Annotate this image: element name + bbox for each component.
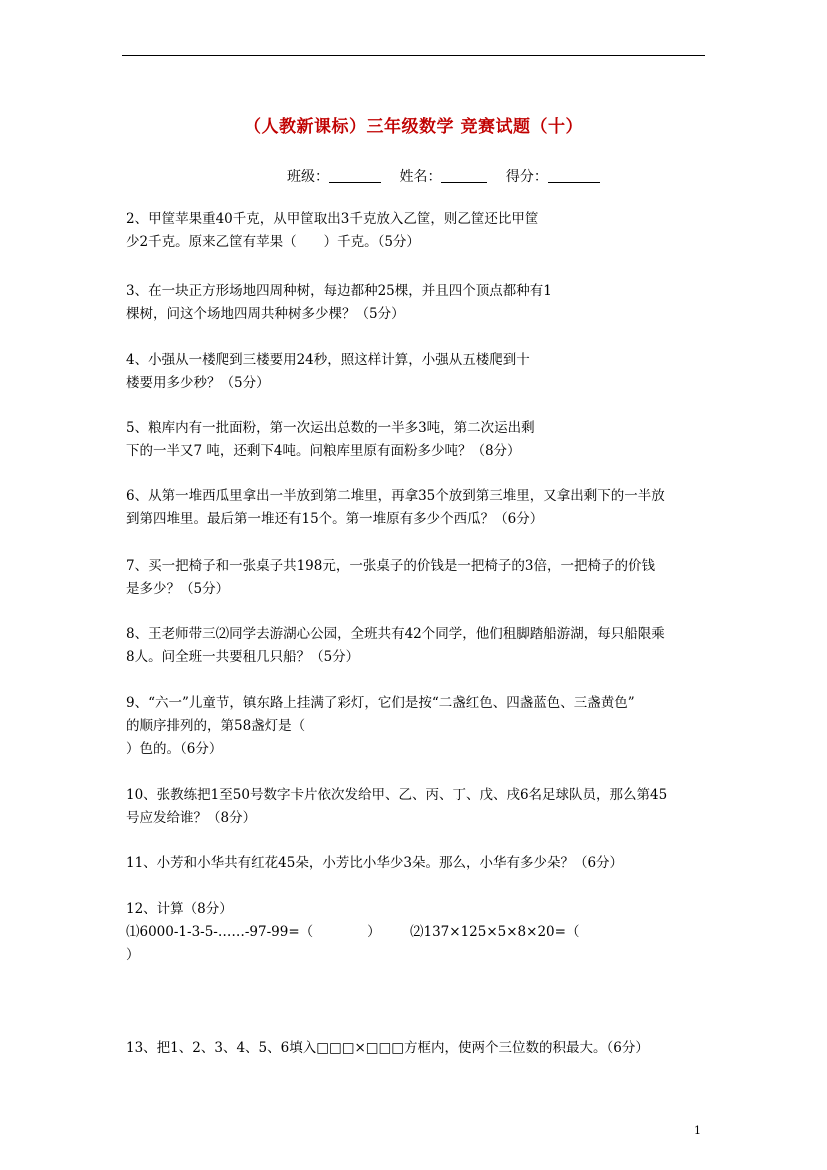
question-line: 5、粮库内有一批面粉，第一次运出总数的一半多3吨，第二次运出剩 bbox=[126, 420, 535, 436]
question-10 bbox=[126, 784, 716, 830]
class-label: 班级： bbox=[287, 169, 329, 185]
question-line: 13、把1、2、3、4、5、6填入□□□×□□□方框内，使两个三位数的积最大。（6分） bbox=[126, 1040, 649, 1056]
student-info-line bbox=[287, 166, 600, 186]
question-11 bbox=[126, 852, 716, 875]
question-12 bbox=[126, 898, 716, 967]
calc-row bbox=[126, 921, 716, 944]
question-5 bbox=[126, 417, 716, 463]
question-line: 少2千克。原来乙筐有苹果（ ）千克。（5分） bbox=[126, 234, 420, 250]
question-3 bbox=[126, 280, 716, 326]
question-line: 到第四堆里。最后第一堆还有15个。第一堆原有多少个西瓜？（6分） bbox=[126, 511, 544, 527]
question-8 bbox=[126, 623, 716, 669]
question-line: 2、甲筐苹果重40千克，从甲筐取出3千克放入乙筐，则乙筐还比甲筐 bbox=[126, 211, 539, 227]
class-blank[interactable] bbox=[329, 168, 381, 183]
question-line: 号应发给谁？（8分） bbox=[126, 810, 257, 826]
question-4 bbox=[126, 349, 716, 395]
question-heading: 12、计算（8分） bbox=[126, 901, 233, 917]
question-9 bbox=[126, 692, 716, 761]
page-title: （人教新课标）三年级数学 竞赛试题（十） bbox=[244, 117, 583, 137]
question-line: 的顺序排列的，第58盏灯是（ bbox=[126, 718, 306, 734]
question-line: 下的一半又7 吨，还剩下4吨。问粮库里原有面粉多少吨？（8分） bbox=[126, 443, 521, 459]
question-line: 3、在一块正方形场地四周种树，每边都种25棵，并且四个顶点都种有1 bbox=[126, 283, 552, 299]
name-blank[interactable] bbox=[441, 168, 487, 183]
question-line: 4、小强从一楼爬到三楼要用24秒，照这样计算，小强从五楼爬到十 bbox=[126, 352, 530, 368]
question-line: ）色的。（6分） bbox=[126, 741, 223, 757]
question-line: 6、从第一堆西瓜里拿出一半放到第二堆里，再拿35个放到第三堆里，又拿出剩下的一半放 bbox=[126, 488, 665, 504]
question-line: 11、小芳和小华共有红花45朵，小芳比小华少3朵。那么，小华有多少朵？（6分） bbox=[126, 855, 624, 871]
question-line: 是多少？（5分） bbox=[126, 581, 230, 597]
name-label: 姓名： bbox=[399, 169, 442, 185]
question-13 bbox=[126, 1037, 716, 1060]
calc-part-2: ⑵137×125×5×8×20=（ bbox=[410, 924, 580, 940]
question-line: 8人。问全班一共要租几只船？（5分） bbox=[126, 649, 360, 665]
question-2 bbox=[126, 208, 716, 254]
question-line: 9、“六一”儿童节，镇东路上挂满了彩灯，它们是按“二盏红色、四盏蓝色、三盏黄色” bbox=[126, 695, 635, 711]
header-rule bbox=[122, 55, 705, 56]
question-line: 8、王老师带三⑵同学去游湖心公园，全班共有42个同学，他们租脚踏船游湖，每只船限乘 bbox=[126, 626, 665, 642]
question-line: 棵树，问这个场地四周共种树多少棵？（5分） bbox=[126, 306, 405, 322]
calc-continuation: ） bbox=[126, 947, 140, 963]
question-line: 7、买一把椅子和一张桌子共198元，一张桌子的价钱是一把椅子的3倍，一把椅子的价钱 bbox=[126, 558, 655, 574]
question-6 bbox=[126, 485, 716, 531]
score-label: 得分： bbox=[505, 169, 548, 185]
calc-part-1: ⑴6000-1-3-5-……-97-99=（ ） bbox=[126, 924, 381, 940]
score-blank[interactable] bbox=[548, 168, 600, 183]
question-line: 10、张教练把1至50号数字卡片依次发给甲、乙、丙、丁、戊、戌6名足球队员，那么第45 bbox=[126, 787, 668, 803]
question-7 bbox=[126, 555, 716, 601]
page-number: 1 bbox=[694, 1124, 701, 1137]
question-line: 楼要用多少秒？（5分） bbox=[126, 375, 270, 391]
